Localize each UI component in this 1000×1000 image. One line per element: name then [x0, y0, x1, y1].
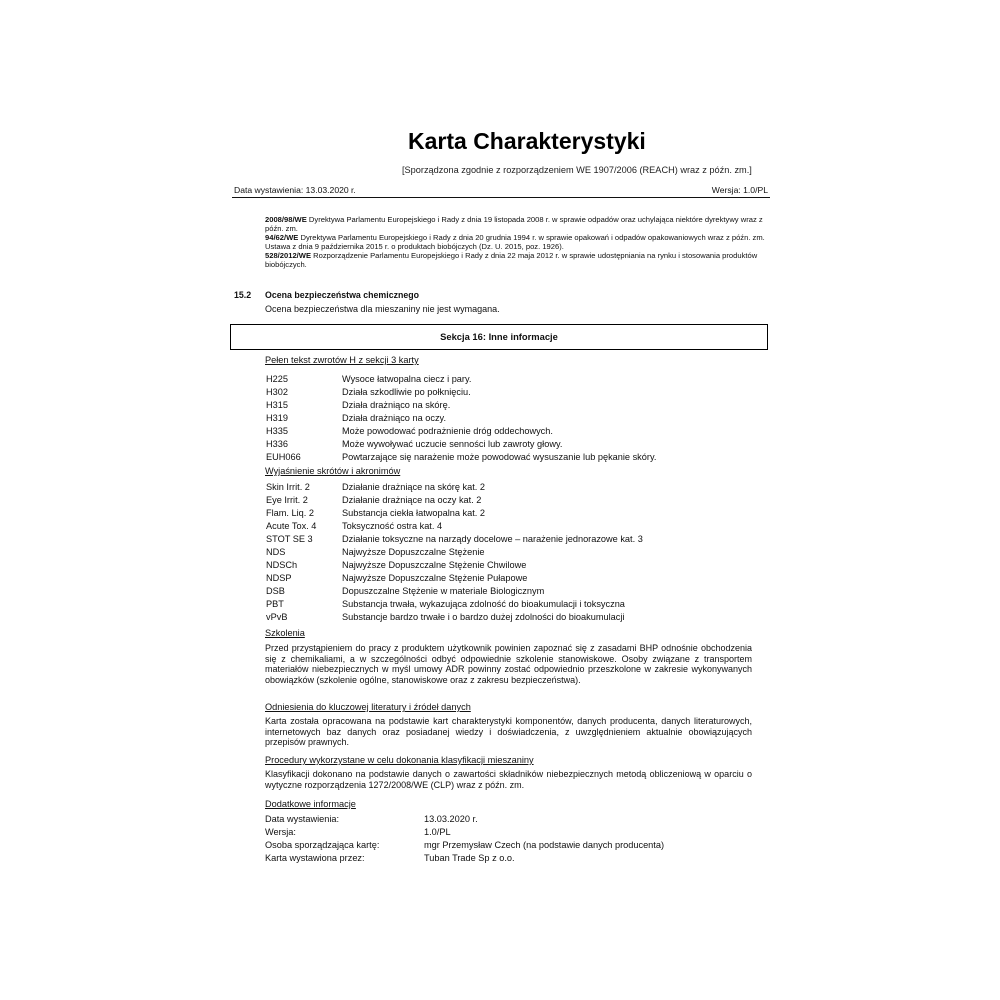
h-text: Powtarzające się narażenie może powodować wysuszanie lub pękanie skóry.	[342, 452, 657, 462]
list-item	[266, 546, 766, 559]
list-item	[265, 852, 765, 865]
list-item	[265, 826, 765, 839]
info-value: 1.0/PL	[424, 827, 451, 837]
header-divider	[232, 197, 770, 198]
legal-references	[265, 215, 775, 270]
legal-text: Ustawa z dnia 9 października 2015 r. o produktach biobójczych (Dz. U. 2015, poz. 1926).	[265, 242, 564, 252]
abbr-text: Najwyższe Dopuszczalne Stężenie Pułapowe	[342, 573, 528, 583]
procedures-text: Klasyfikacji dokonano na podstawie danych o zawartości składników niebezpiecznych metodą obliczeniową w oparciu o wytyczne rozporządzenia 1272/2008/WE (CLP) wraz z późn. zm.	[265, 769, 752, 790]
list-item	[265, 839, 765, 852]
legal-text: Dyrektywa Parlamentu Europejskiego i Rady z dnia 19 listopada 2008 r. w sprawie odpadów oraz uchylająca niektóre dyrektywy wraz z późn. zm.	[265, 215, 763, 234]
legal-item	[265, 233, 775, 242]
abbr-code: NDSCh	[266, 560, 298, 570]
abbr-text: Toksyczność ostra kat. 4	[342, 521, 443, 531]
abbr-code: Acute Tox. 4	[266, 521, 317, 531]
abbr-code: vPvB	[266, 612, 288, 622]
issue-date: Data wystawienia: 13.03.2020 r.	[234, 185, 356, 195]
subsection-title: Ocena bezpieczeństwa chemicznego	[265, 290, 419, 300]
h-code: EUH066	[266, 452, 301, 462]
version-label: Wersja: 1.0/PL	[711, 185, 768, 195]
h-text: Działa szkodliwie po połknięciu.	[342, 387, 471, 397]
abbreviations-heading: Wyjaśnienie skrótów i akronimów	[265, 466, 401, 476]
list-item	[266, 533, 766, 546]
abbr-code: PBT	[266, 599, 284, 609]
abbr-text: Substancja trwała, wykazująca zdolność do bioakumulacji i toksyczna	[342, 599, 625, 609]
legal-item	[265, 242, 775, 251]
abbr-text: Dopuszczalne Stężenie w materiale Biologicznym	[342, 586, 545, 596]
list-item	[266, 451, 766, 464]
info-label: Karta wystawiona przez:	[265, 853, 365, 863]
h-code: H319	[266, 413, 288, 423]
references-heading: Odniesienia do kluczowej literatury i źródeł danych	[265, 702, 471, 712]
info-label: Data wystawienia:	[265, 814, 340, 824]
legal-ref: 94/62/WE	[265, 233, 299, 243]
h-text: Wysoce łatwopalna ciecz i pary.	[342, 374, 472, 384]
h-code: H302	[266, 387, 288, 397]
h-text: Może powodować podrażnienie dróg oddechowych.	[342, 426, 553, 436]
list-item	[266, 373, 766, 386]
abbr-code: STOT SE 3	[266, 534, 313, 544]
legal-item	[265, 251, 775, 269]
list-item	[265, 813, 765, 826]
abbr-text: Działanie drażniące na skórę kat. 2	[342, 482, 485, 492]
document-subtitle: [Sporządzona zgodnie z rozporządzeniem WE 1907/2006 (REACH) wraz z późn. zm.]	[402, 165, 752, 175]
h-code: H225	[266, 374, 288, 384]
abbr-code: NDS	[266, 547, 286, 557]
h-text: Działa drażniąco na skórę.	[342, 400, 451, 410]
info-value: Tuban Trade Sp z o.o.	[424, 853, 515, 863]
list-item	[266, 412, 766, 425]
abbr-text: Substancja ciekła łatwopalna kat. 2	[342, 508, 486, 518]
subsection-number: 15.2	[234, 290, 252, 300]
list-item	[266, 425, 766, 438]
info-label: Osoba sporządzająca kartę:	[265, 840, 380, 850]
section-16-header	[230, 324, 768, 350]
list-item	[266, 585, 766, 598]
list-item	[266, 481, 766, 494]
list-item	[266, 520, 766, 533]
legal-ref: 2008/98/WE	[265, 215, 307, 224]
abbr-text: Działanie drażniące na oczy kat. 2	[342, 495, 482, 505]
legal-text: Rozporządzenie Parlamentu Europejskiego i Rady z dnia 22 maja 2012 r. w sprawie udostępniania na rynku i stosowania produktów biobójczych.	[265, 251, 758, 270]
h-text: Może wywoływać uczucie senności lub zawroty głowy.	[342, 439, 563, 449]
section-16-title: Sekcja 16: Inne informacje	[440, 331, 558, 342]
legal-item	[265, 215, 775, 233]
abbr-code: Flam. Liq. 2	[266, 508, 314, 518]
h-code: H335	[266, 426, 288, 436]
list-item	[266, 494, 766, 507]
info-value: 13.03.2020 r.	[424, 814, 478, 824]
abbr-code: DSB	[266, 586, 285, 596]
abbr-text: Najwyższe Dopuszczalne Stężenie Chwilowe	[342, 560, 527, 570]
legal-ref: 528/2012/WE	[265, 251, 312, 261]
list-item	[266, 559, 766, 572]
list-item	[266, 598, 766, 611]
list-item	[266, 438, 766, 451]
list-item	[266, 572, 766, 585]
training-text: Przed przystąpieniem do pracy z produktem użytkownik powinien zapoznać się z zasadami BHP odnośnie obchodzenia się z chemikaliami, a w szczególności odbyć odpowiednie szkolenie stanowiskowe. Osoby związane z transportem materiałów niebezpiecznych w myśl umowy ADR powinny zostać odpowiednio przeszkolone w zakresie wykonywanych obowiązków (szkolenie ogólne, stanowiskowe oraz z zakresu bezpieczeństwa).	[265, 643, 752, 685]
list-item	[266, 386, 766, 399]
abbr-code: Skin Irrit. 2	[266, 482, 310, 492]
subsection-text: Ocena bezpieczeństwa dla mieszaniny nie jest wymagana.	[265, 304, 500, 314]
list-item	[266, 507, 766, 520]
h-statements-heading: Pełen tekst zwrotów H z sekcji 3 karty	[265, 355, 419, 365]
abbreviations-list	[266, 481, 766, 624]
list-item	[266, 399, 766, 412]
info-value: mgr Przemysław Czech (na podstawie danych producenta)	[424, 840, 665, 850]
document-title: Karta Charakterystyki	[408, 128, 646, 154]
procedures-heading: Procedury wykorzystane w celu dokonania klasyfikacji mieszaniny	[265, 755, 534, 765]
h-text: Działa drażniąco na oczy.	[342, 413, 447, 423]
abbr-code: NDSP	[266, 573, 292, 583]
h-code: H315	[266, 400, 288, 410]
abbr-text: Substancje bardzo trwałe i o bardzo dużej zdolności do bioakumulacji	[342, 612, 625, 622]
references-text: Karta została opracowana na podstawie kart charakterystyki komponentów, danych producenta, danych literaturowych, internetowych baz danych oraz posiadanej wiedzy i doświadczenia, z uwzględnieniem aktualnie obowiązujących przepisów prawnych.	[265, 716, 752, 747]
legal-text: Dyrektywa Parlamentu Europejskiego i Rady z dnia 20 grudnia 1994 r. w sprawie opakowań i odpadów opakowaniowych wraz z późn. zm.	[298, 233, 765, 243]
training-heading: Szkolenia	[265, 628, 305, 638]
additional-info-list	[265, 813, 765, 865]
additional-info-heading: Dodatkowe informacje	[265, 799, 356, 809]
info-label: Wersja:	[265, 827, 296, 837]
abbr-text: Działanie toksyczne na narządy docelowe – narażenie jednorazowe kat. 3	[342, 534, 643, 544]
h-statements-list	[266, 373, 766, 464]
abbr-code: Eye Irrit. 2	[266, 495, 308, 505]
abbr-text: Najwyższe Dopuszczalne Stężenie	[342, 547, 485, 557]
h-code: H336	[266, 439, 288, 449]
list-item	[266, 611, 766, 624]
